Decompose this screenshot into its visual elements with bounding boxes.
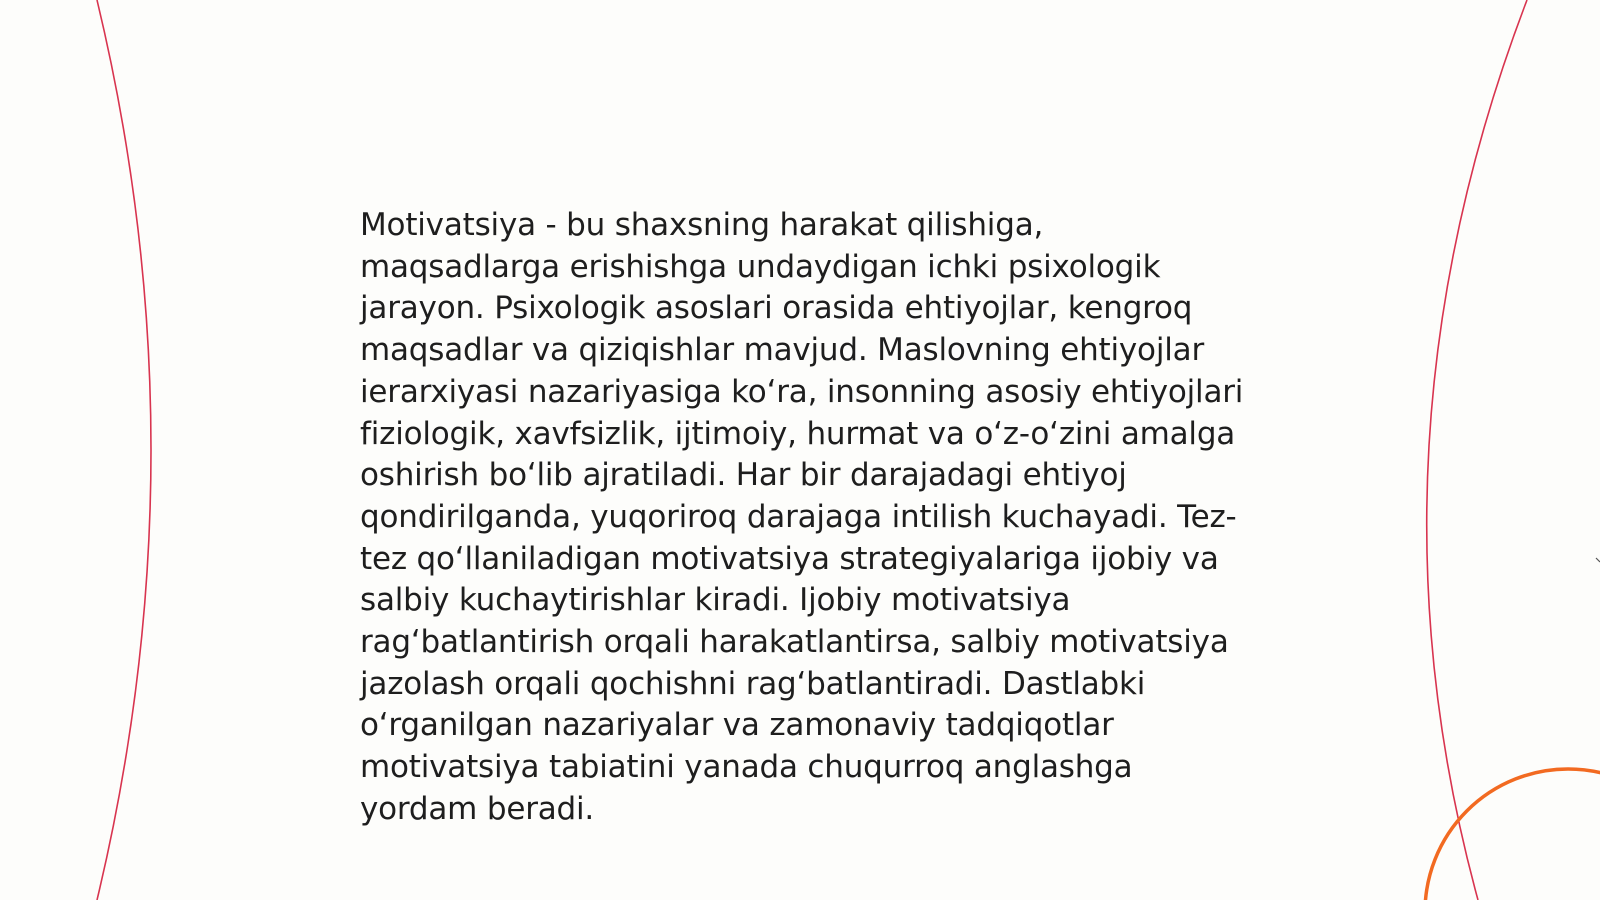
small-arrow-mark <box>1596 558 1600 562</box>
orange-circle-outline <box>1425 769 1600 900</box>
right-curve-line <box>1427 0 1527 900</box>
left-curve-line <box>97 0 151 900</box>
slide-body-text: Motivatsiya - bu shaxsning harakat qilishiga, maqsadlarga erishishga undaydigan ichki psixologik jarayon. Psixologik asoslari orasida ehtiyojlar, kengroq maqsadlar va qiziqishlar mavjud. Maslovning ehtiyojlar ierarxiyasi nazariyasiga ko‘ra, insonning asosiy ehtiyojlari fiziologik, xavfsizlik, ijtimoiy, hurmat va o‘z-o‘zini amalga oshirish bo‘lib ajratiladi. Har bir darajadagi ehtiyoj qondirilganda, yuqoriroq darajaga intilish kuchayadi. Tez-tez qo‘llaniladigan motivatsiya strategiyalariga ijobiy va salbiy kuchaytirishlar kiradi. Ijobiy motivatsiya rag‘batlantirish orqali harakatlantirsa, salbiy motivatsiya jazolash orqali qochishni rag‘batlantiradi. Dastlabki o‘rganilgan nazariyalar va zamonaviy tadqiqotlar motivatsiya tabiatini yanada chuqurroq anglashga yordam beradi. <box>360 207 1244 827</box>
